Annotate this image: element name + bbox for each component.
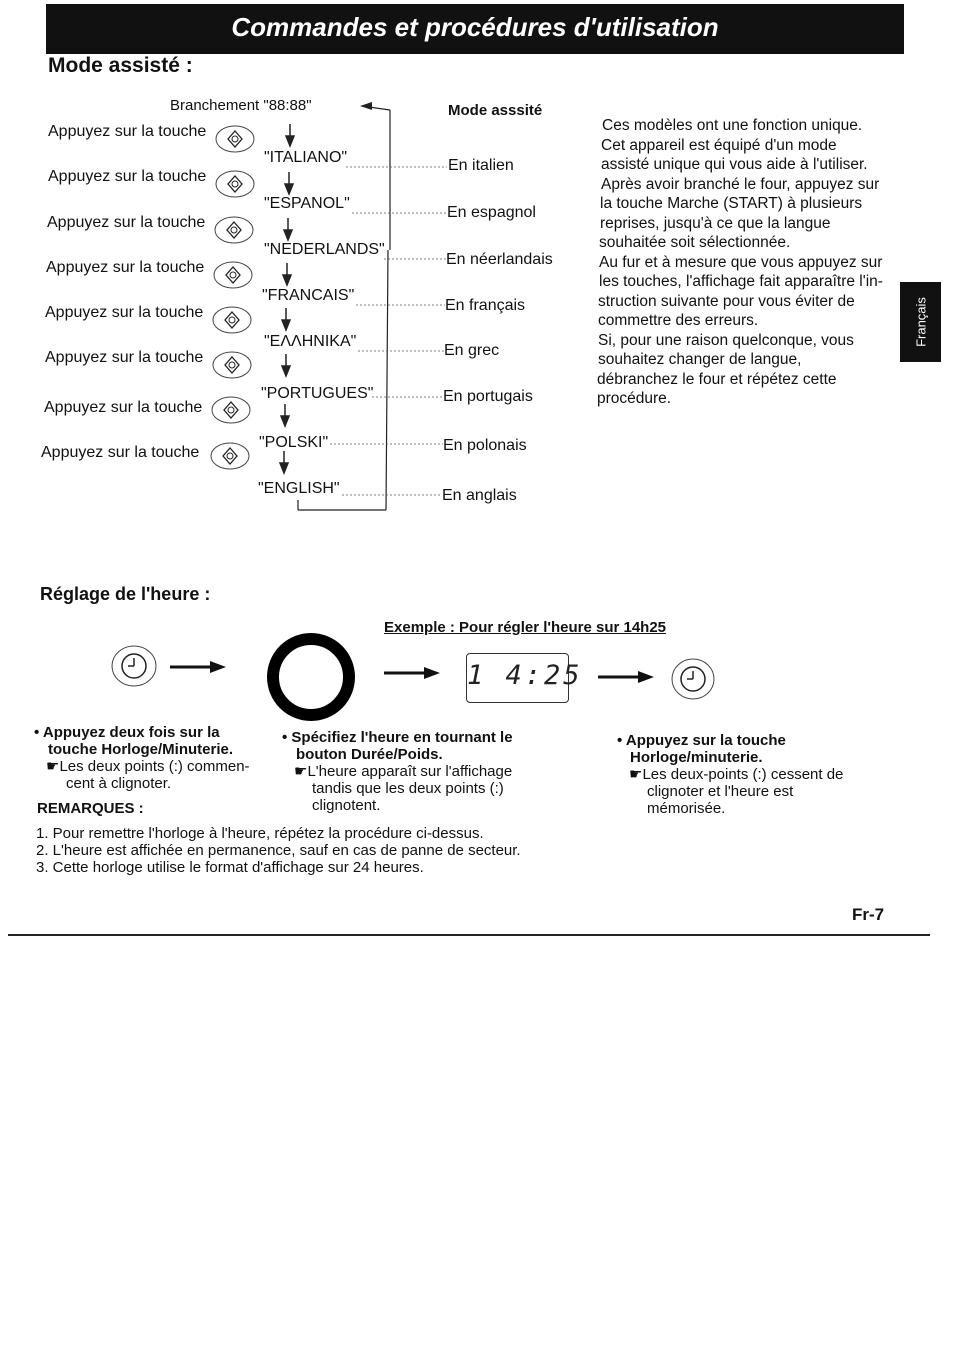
description-line: Cet appareil est équipé d'un mode [601, 136, 837, 154]
translation-neerlandais: En néerlandais [446, 251, 553, 268]
assisted-mode-column-title: Mode asssité [448, 102, 543, 119]
start-diamond-icon [211, 305, 253, 335]
translation-espagnol: En espagnol [447, 204, 536, 221]
translation-anglais: En anglais [442, 487, 517, 504]
remarks-list [36, 825, 521, 876]
description-line: procédure. [597, 390, 672, 407]
remark-item: 3. Cette horloge utilise le format d'affichage sur 24 heures. [36, 859, 424, 876]
clock-timer-icon [670, 657, 716, 701]
step-3-note: clignoter et l'heure est [647, 783, 794, 800]
step-3-instruction: Appuyez sur la touche [625, 732, 786, 749]
description-line: Si, pour une raison quelconque, vous [598, 331, 854, 349]
footer-divider [8, 934, 930, 936]
step-1-note: Les deux points (:) commen- [59, 758, 250, 775]
clock-step-1 [34, 724, 274, 792]
start-diamond-icon [209, 441, 251, 471]
section-title-clock: Réglage de l'heure : [40, 584, 211, 604]
step-3-instruction: Horloge/minuterie. [630, 749, 763, 766]
assisted-mode-description [598, 116, 898, 409]
description-line: Au fur et à mesure que vous appuyez sur [599, 253, 883, 271]
display-ellinika: "EΛΛHNIKA" [264, 333, 357, 350]
clock-step-2 [282, 729, 552, 814]
press-button-label: Appuyez sur la touche [46, 259, 205, 276]
step-2-note-line [282, 763, 552, 780]
power-on-label: Branchement "88:88" [170, 97, 312, 114]
display-nederlands: "NEDERLANDS" [264, 241, 385, 258]
step-1-note-line [34, 758, 274, 775]
step-2-note: clignotent. [312, 797, 381, 814]
start-diamond-icon [214, 124, 256, 154]
description-line: assisté unique qui vous aide à l'utiliser. [601, 156, 868, 173]
time-display-value: 1 4:25 [467, 660, 583, 691]
step-2-instruction: Spécifiez l'heure en tournant le [291, 729, 513, 746]
step-3-note: Les deux-points (:) cessent de [642, 766, 844, 783]
description-line: Après avoir branché le four, appuyez sur [601, 175, 880, 193]
description-line: la touche Marche (START) à plusieurs [600, 195, 863, 212]
page-title: Commandes et procédures d'utilisation [231, 12, 719, 42]
translation-francais: En français [445, 297, 526, 314]
clock-timer-icon [110, 644, 158, 688]
translation-portugais: En portugais [443, 388, 533, 405]
clock-step-3 [617, 732, 887, 817]
press-button-label: Appuyez sur la touche [45, 349, 204, 366]
pointing-hand-icon: ☛ [294, 763, 308, 780]
description-line: souhaitez changer de langue, [598, 351, 802, 368]
step-2-bold-line: • Spécifiez l'heure en tournant le [282, 729, 513, 746]
display-english: "ENGLISH" [258, 480, 340, 497]
pointing-hand-icon: ☛ [46, 758, 60, 775]
step-1-bold-line: • Appuyez deux fois sur la [34, 724, 220, 741]
start-diamond-icon [212, 260, 254, 290]
display-polski: "POLSKI" [259, 434, 329, 451]
step-3-bold-line: • Appuyez sur la touche [617, 732, 786, 749]
side-tab-label: Français [913, 297, 928, 347]
press-button-label: Appuyez sur la touche [45, 304, 204, 321]
description-line: commettre des erreurs. [598, 312, 759, 329]
press-button-label: Appuyez sur la touche [48, 123, 207, 140]
arrow-right-icon [384, 666, 440, 680]
press-button-label: Appuyez sur la touche [47, 214, 206, 231]
step-2-note: L'heure apparaît sur l'affichage [307, 763, 513, 780]
step-2-note: tandis que les deux points (:) [312, 780, 504, 797]
translation-grec: En grec [444, 342, 500, 359]
dial-knob-icon [264, 630, 358, 724]
step-3-note: mémorisée. [647, 800, 726, 817]
description-line: struction suivante pour vous éviter de [598, 292, 855, 310]
step-1-note: cent à clignoter. [66, 775, 172, 792]
step-1-instruction: Appuyez deux fois sur la [42, 724, 220, 741]
step-3-note-line [617, 766, 887, 783]
press-button-label: Appuyez sur la touche [41, 444, 200, 461]
description-line: souhaitée soit sélectionnée. [599, 234, 791, 251]
arrow-right-icon [170, 660, 226, 674]
start-diamond-icon [214, 169, 256, 199]
translation-italien: En italien [448, 157, 514, 174]
display-portugues: "PORTUGUES" [261, 385, 374, 402]
display-espanol: "ESPANOL" [264, 195, 350, 212]
step-2-instruction: bouton Durée/Poids. [296, 746, 443, 763]
description-line: les touches, l'affichage fait apparaître l'in- [599, 273, 883, 290]
remarks-title: REMARQUES : [37, 800, 144, 817]
display-italiano: "ITALIANO" [264, 149, 348, 166]
press-button-label: Appuyez sur la touche [48, 168, 207, 185]
translation-polonais: En polonais [443, 437, 527, 454]
start-diamond-icon [213, 215, 255, 245]
step-1-instruction: touche Horloge/Minuterie. [48, 741, 234, 758]
remark-item: 1. Pour remettre l'horloge à l'heure, répétez la procédure ci-dessus. [36, 825, 484, 842]
arrow-right-icon [598, 670, 654, 684]
start-diamond-icon [211, 350, 253, 380]
description-line: Ces modèles ont une fonction unique. [602, 117, 863, 134]
pointing-hand-icon: ☛ [629, 766, 643, 783]
section-title-assisted-mode: Mode assisté : [48, 54, 193, 77]
time-display [466, 653, 583, 703]
description-line: reprises, jusqu'à ce que la langue [600, 214, 831, 232]
example-label: Exemple : Pour régler l'heure sur 14h25 [384, 619, 667, 636]
display-francais: "FRANCAIS" [262, 287, 355, 304]
start-diamond-icon [210, 395, 252, 425]
press-button-label: Appuyez sur la touche [44, 399, 203, 416]
description-line: débranchez le four et répétez cette [597, 370, 837, 388]
page-number: Fr-7 [852, 905, 885, 924]
remark-item: 2. L'heure est affichée en permanence, sauf en cas de panne de secteur. [36, 842, 521, 859]
